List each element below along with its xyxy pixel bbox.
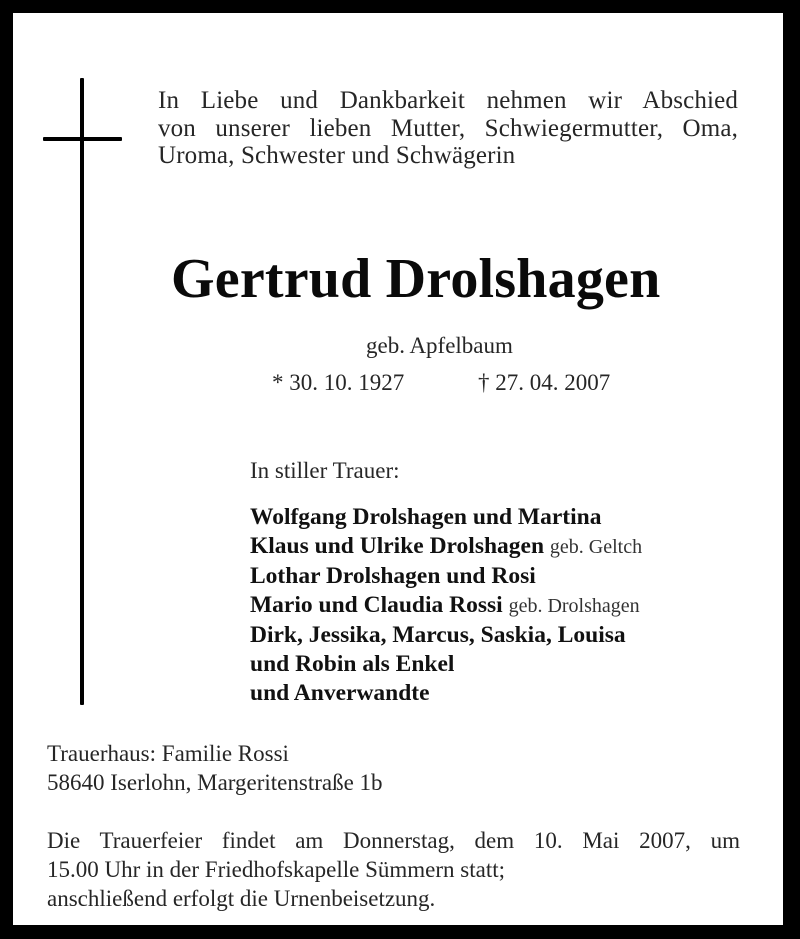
mourner-line bbox=[250, 594, 640, 618]
birth-date: * 30. 10. 1927 bbox=[272, 370, 405, 395]
ceremony-line: 15.00 Uhr in der Friedhofskapelle Sümmern statt; bbox=[47, 857, 506, 882]
mourner-name: Klaus und Ulrike Drolshagen bbox=[250, 533, 545, 559]
intro-line: In Liebe und Dankbarkeit nehmen wir Abschied bbox=[158, 87, 738, 114]
mourner-name: und Anverwandte bbox=[250, 680, 430, 706]
intro-line: von unserer lieben Mutter, Schwiegermutter, Oma, bbox=[158, 115, 738, 142]
maiden-name: geb. Apfelbaum bbox=[366, 333, 513, 358]
mourner-line bbox=[250, 653, 454, 677]
mourner-name: Mario und Claudia Rossi bbox=[250, 592, 503, 618]
cross-horizontal-bar bbox=[43, 137, 122, 141]
address-line: 58640 Iserlohn, Margeritenstraße 1b bbox=[47, 770, 383, 795]
mourner-maiden-name: geb. Drolshagen bbox=[508, 595, 640, 617]
mourner-name: Wolfgang Drolshagen und Martina bbox=[250, 504, 602, 530]
mourner-name: Lothar Drolshagen und Rosi bbox=[250, 563, 536, 589]
obituary-notice bbox=[13, 13, 783, 925]
cross-vertical-bar bbox=[80, 78, 84, 705]
intro-line: Uroma, Schwester und Schwägerin bbox=[158, 142, 516, 169]
mourning-heading: In stiller Trauer: bbox=[250, 458, 400, 483]
mourner-line bbox=[250, 535, 642, 559]
mourner-line bbox=[250, 506, 601, 530]
mourner-maiden-name: geb. Geltch bbox=[549, 536, 643, 558]
ceremony-line: Die Trauerfeier findet am Donnerstag, dem 10. Mai 2007, um bbox=[47, 828, 740, 853]
mourner-name: Dirk, Jessika, Marcus, Saskia, Louisa bbox=[250, 622, 626, 648]
deceased-name: Gertrud Drolshagen bbox=[171, 248, 661, 310]
address-line: Trauerhaus: Familie Rossi bbox=[47, 741, 289, 766]
mourner-name: und Robin als Enkel bbox=[250, 651, 455, 677]
death-date: † 27. 04. 2007 bbox=[478, 370, 611, 395]
mourner-line bbox=[250, 682, 430, 706]
mourner-line bbox=[250, 624, 626, 648]
mourner-line bbox=[250, 565, 536, 589]
ceremony-line: anschließend erfolgt die Urnenbeisetzung. bbox=[47, 886, 436, 911]
